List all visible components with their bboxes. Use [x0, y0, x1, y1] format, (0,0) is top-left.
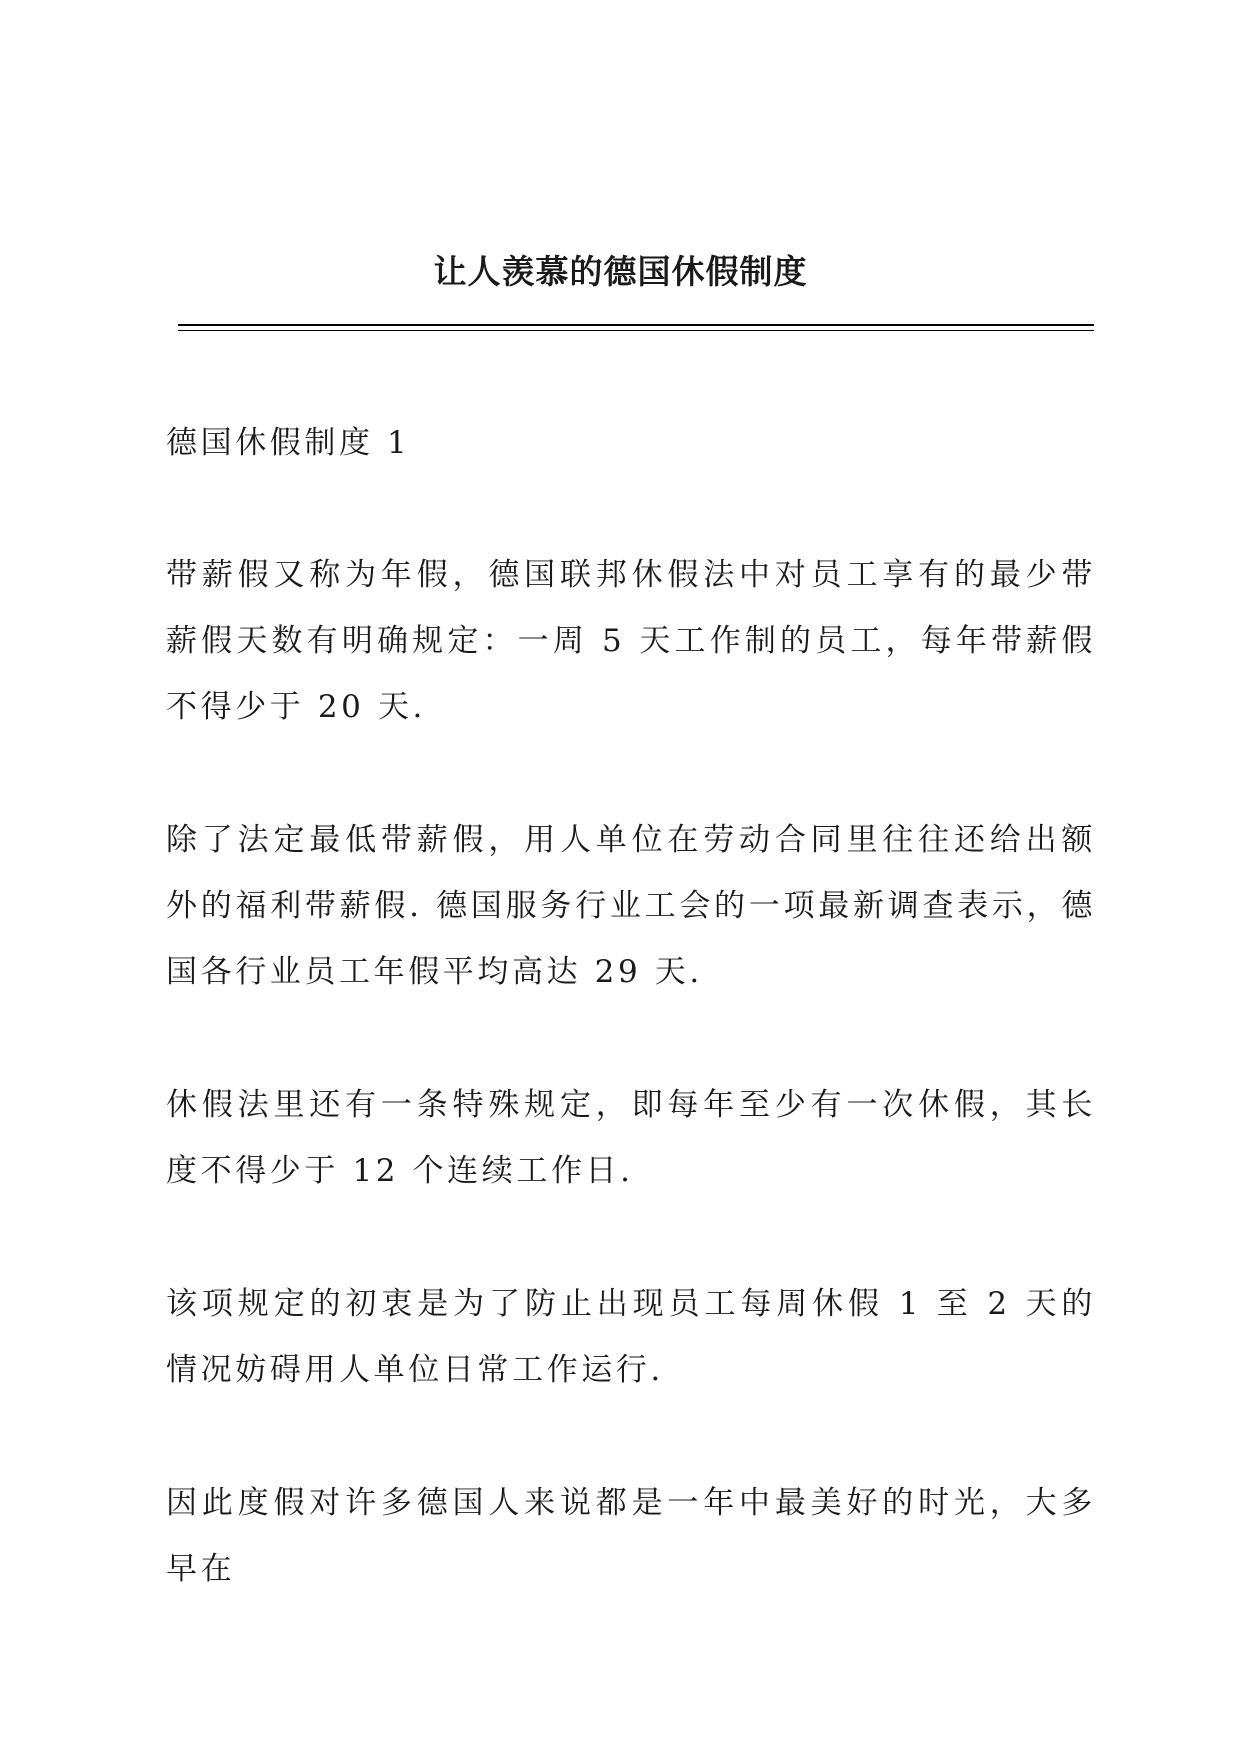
document-title: 让人羡慕的德国休假制度 — [433, 252, 808, 291]
paragraph-4: 该项规定的初衷是为了防止出现员工每周休假 1 至 2 天的情况妨碍用人单位日常工作运行. — [166, 1286, 1096, 1388]
paragraph-2: 除了法定最低带薪假，用人单位在劳动合同里往往还给出额外的福利带薪假. 德国服务行业工会的一项最新调查表示，德国各行业员工年假平均高达 29 天. — [166, 822, 1096, 990]
title-divider-thin — [178, 330, 1094, 331]
title-divider-thick — [178, 324, 1094, 326]
section-heading: 德国休假制度 1 — [166, 425, 411, 461]
paragraph-3: 休假法里还有一条特殊规定，即每年至少有一次休假，其长度不得少于 12 个连续工作日. — [166, 1087, 1096, 1189]
document-body — [166, 410, 1096, 1669]
paragraph-5: 因此度假对许多德国人来说都是一年中最美好的时光，大多早在 — [166, 1485, 1096, 1587]
paragraph-1: 带薪假又称为年假，德国联邦休假法中对员工享有的最少带薪假天数有明确规定：一周 5 天工作制的员工，每年带薪假不得少于 20 天. — [166, 557, 1096, 725]
